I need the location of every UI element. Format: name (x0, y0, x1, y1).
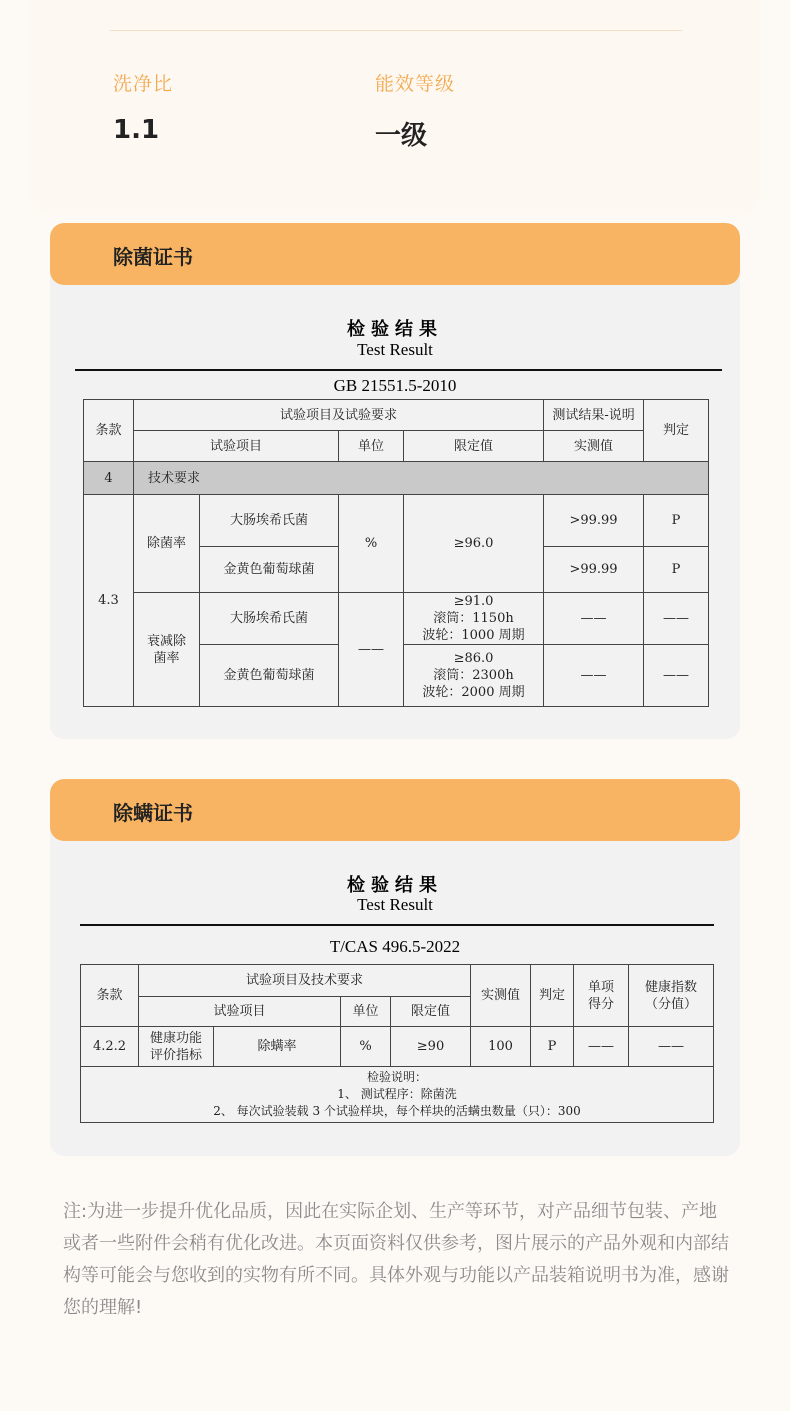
header-measured: 实测值 (544, 431, 644, 462)
header-measured: 实测值 (471, 965, 531, 1027)
organism: 金黄色葡萄球菌 (200, 547, 339, 593)
panel-heading: 除菌证书 (113, 245, 193, 269)
row-item: 除螨率 (214, 1027, 341, 1067)
header-single-score-line1: 单项 (588, 979, 615, 995)
header-single-score (574, 965, 629, 1027)
mite-result-table (80, 964, 714, 1123)
certificate-subtitle: Test Result (357, 340, 433, 359)
certificate-title: 检验结果 (347, 319, 443, 340)
header-health-index (629, 965, 714, 1027)
row-measured: 100 (471, 1027, 531, 1067)
row-category-line2: 评价指标 (149, 1047, 202, 1063)
section-clause: 4 (84, 462, 134, 495)
spec-value: 1.1 (113, 115, 160, 145)
disclaimer-footnote: 注:为进一步提升优化品质，因此在实际企划、生产等环节，对产品细节包装、产地或者一些附件会稍有优化改进。本页面资料仅供参考，图片展示的产品外观和内部结构等可能会与您收到的实物有所不同。具体外观与功能以产品装箱说明书为准，感谢您的理解! (63, 1201, 729, 1318)
measured: —— (544, 593, 644, 645)
notes-row (81, 1067, 714, 1123)
header-clause: 条款 (81, 965, 139, 1027)
header-unit: 单位 (339, 431, 404, 462)
header-item: 试验项目 (134, 431, 339, 462)
spec-label: 洗净比 (113, 73, 174, 95)
section-label: 技术要求 (134, 462, 709, 495)
standard-number: T/CAS 496.5-2022 (329, 937, 461, 956)
certificate-title: 检验结果 (347, 875, 443, 896)
title-rule (80, 924, 714, 926)
group-rate: 除菌率 (134, 495, 200, 593)
table-row (84, 593, 709, 645)
organism: 大肠埃希氏菌 (200, 593, 339, 645)
row-category-line1: 健康功能 (149, 1030, 202, 1046)
header-limit: 限定值 (404, 431, 544, 462)
limit-line: 波轮：1000 周期 (422, 628, 525, 643)
note-line: 2、 每次试验装载 3 个试验样块，每个样块的活螨虫数量（只）：300 (213, 1104, 581, 1118)
row-clause: 4.2.2 (81, 1027, 139, 1067)
unit: % (339, 495, 404, 593)
note-line: 检验说明： (367, 1070, 428, 1084)
row-limit: ≥90 (391, 1027, 471, 1067)
spec-wash-ratio (113, 69, 173, 145)
header-result-note: 测试结果-说明 (544, 400, 644, 431)
row-category (139, 1027, 214, 1067)
header-items-requirements: 试验项目及试验要求 (134, 400, 544, 431)
header-single-score-line2: 得分 (588, 996, 615, 1012)
test-notes (81, 1067, 714, 1123)
section-row (84, 462, 709, 495)
spec-value: 一级 (375, 121, 428, 151)
certificate-subtitle: Test Result (357, 895, 433, 914)
header-item: 试验项目 (139, 997, 341, 1027)
header-limit: 限定值 (391, 997, 471, 1027)
header-judge: 判定 (644, 400, 709, 462)
limit-line: 波轮：2000 周期 (422, 685, 525, 700)
standard-number: GB 21551.5-2010 (333, 376, 457, 395)
sterilization-certificate-panel (50, 223, 740, 739)
limit-line: 滚筒：1150h (433, 611, 514, 626)
panel-header (50, 779, 740, 841)
judge: —— (644, 645, 709, 707)
header-unit: 单位 (341, 997, 391, 1027)
table-row (81, 1027, 714, 1067)
measured: >99.99 (544, 495, 644, 547)
spec-label: 能效等级 (375, 73, 456, 95)
spec-energy-grade (375, 69, 455, 152)
judge: P (644, 495, 709, 547)
judge: —— (644, 593, 709, 645)
measured: >99.99 (544, 547, 644, 593)
title-rule (75, 369, 722, 371)
limit-line: ≥86.0 (453, 651, 494, 666)
mite-certificate-panel (50, 779, 740, 1156)
group-decay (134, 593, 200, 707)
row-clause: 4.3 (84, 495, 134, 707)
limit-line: 滚筒：2300h (433, 668, 514, 683)
measured: —— (544, 645, 644, 707)
organism: 大肠埃希氏菌 (200, 495, 339, 547)
header-clause: 条款 (84, 400, 134, 462)
limit-line: ≥91.0 (453, 594, 494, 609)
judge: P (644, 547, 709, 593)
row-health-index: —— (629, 1027, 714, 1067)
header-items-requirements: 试验项目及技术要求 (139, 965, 471, 997)
row-unit: % (341, 1027, 391, 1067)
header-health-index-line1: 健康指数 (645, 979, 698, 995)
row-single-score: —— (574, 1027, 629, 1067)
table-row (84, 495, 709, 547)
group-decay-line1: 衰减除 (146, 633, 186, 649)
unit: —— (339, 593, 404, 707)
panel-header (50, 223, 740, 285)
header-judge: 判定 (531, 965, 574, 1027)
note-line: 1、 测试程序：除菌洗 (337, 1087, 457, 1101)
row-judge: P (531, 1027, 574, 1067)
limit (404, 645, 544, 707)
panel-heading: 除螨证书 (113, 801, 193, 825)
header-health-index-line2: （分值） (645, 996, 698, 1012)
sterilization-result-table (83, 399, 709, 707)
divider (110, 30, 682, 31)
limit (404, 593, 544, 645)
group-decay-line2: 菌率 (153, 650, 180, 666)
limit: ≥96.0 (404, 495, 544, 593)
organism: 金黄色葡萄球菌 (200, 645, 339, 707)
